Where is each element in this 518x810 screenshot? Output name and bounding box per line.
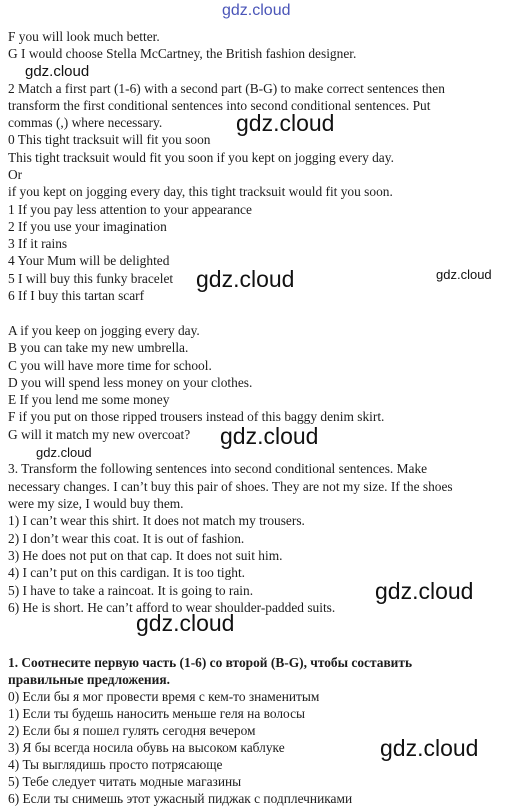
text-line: G will it match my new overcoat? bbox=[8, 427, 191, 442]
text-line: G I would choose Stella McCartney, the British fashion designer. bbox=[8, 46, 357, 61]
text-line: F if you put on those ripped trousers instead of this baggy denim skirt. bbox=[8, 409, 385, 424]
text-line: 2 Match a first part (1-6) with a second part (B-G) to make correct sentences then bbox=[8, 81, 445, 96]
text-line: 4) I can’t put on this cardigan. It is too tight. bbox=[8, 565, 246, 580]
text-line: were my size, I would buy them. bbox=[8, 496, 184, 511]
text-line: B you can take my new umbrella. bbox=[8, 340, 189, 355]
text-line: transform the first conditional sentences into second conditional sentences. Put bbox=[8, 98, 431, 113]
text-line: D you will spend less money on your clothes. bbox=[8, 375, 253, 390]
text-line: 1. Соотнесите первую часть (1-6) со второй (B-G), чтобы составить bbox=[8, 655, 413, 670]
watermark: gdz.cloud bbox=[220, 423, 319, 449]
text-line: Or bbox=[8, 167, 23, 182]
text-line: 4) Ты выглядишь просто потрясающе bbox=[8, 757, 223, 772]
text-line: 3) Я бы всегда носила обувь на высоком каблуке bbox=[8, 740, 285, 755]
text-line: commas (,) where necessary. bbox=[8, 115, 163, 130]
text-line: A if you keep on jogging every day. bbox=[8, 323, 200, 338]
text-line: 2 If you use your imagination bbox=[8, 219, 167, 234]
watermark: gdz.cloud bbox=[36, 445, 92, 460]
text-line: C you will have more time for school. bbox=[8, 358, 212, 373]
text-line: 4 Your Mum will be delighted bbox=[8, 253, 170, 268]
watermark: gdz.cloud bbox=[436, 267, 492, 282]
watermark: gdz.cloud bbox=[196, 266, 295, 292]
text-line: 5 I will buy this funky bracelet bbox=[8, 271, 174, 286]
text-line: 5) Тебе следует читать модные магазины bbox=[8, 774, 242, 789]
text-line: 2) Если бы я пошел гулять сегодня вечером bbox=[8, 723, 256, 738]
text-line: 0 This tight tracksuit will fit you soon bbox=[8, 132, 211, 147]
text-line: 2) I don’t wear this coat. It is out of fashion. bbox=[8, 531, 245, 546]
text-line: 3) He does not put on that cap. It does not suit him. bbox=[8, 548, 283, 563]
text-line: 3. Transform the following sentences into second conditional sentences. Make bbox=[8, 461, 428, 476]
text-line: 0) Если бы я мог провести время с кем-то знаменитым bbox=[8, 689, 320, 704]
text-line: E If you lend me some money bbox=[8, 392, 170, 407]
text-line: 6) He is short. He can’t afford to wear shoulder-padded suits. bbox=[8, 600, 336, 615]
watermark: gdz.cloud bbox=[380, 735, 479, 761]
text-line: 6 If I buy this tartan scarf bbox=[8, 288, 145, 303]
watermark: gdz.cloud bbox=[236, 110, 335, 136]
watermark: gdz.cloud bbox=[222, 2, 291, 19]
watermark: gdz.cloud bbox=[375, 578, 474, 604]
text-line: 6) Если ты снимешь этот ужасный пиджак с подплечниками bbox=[8, 791, 353, 806]
text-line: 1 If you pay less attention to your appearance bbox=[8, 202, 252, 217]
text-line: 1) Если ты будешь наносить меньше геля на волосы bbox=[8, 706, 306, 721]
watermark: gdz.cloud bbox=[136, 610, 235, 636]
text-line: правильные предложения. bbox=[8, 672, 170, 687]
text-line: 1) I can’t wear this shirt. It does not match my trousers. bbox=[8, 513, 305, 528]
text-line: This tight tracksuit would fit you soon if you kept on jogging every day. bbox=[8, 150, 394, 165]
text-line: 5) I have to take a raincoat. It is going to rain. bbox=[8, 583, 254, 598]
text-line: 3 If it rains bbox=[8, 236, 68, 251]
text-line: necessary changes. I can’t buy this pair of shoes. They are not my size. If the shoes bbox=[8, 479, 453, 494]
text-line: if you kept on jogging every day, this tight tracksuit would fit you soon. bbox=[8, 184, 393, 199]
watermark: gdz.cloud bbox=[25, 63, 90, 80]
text-line: F you will look much better. bbox=[8, 29, 160, 44]
